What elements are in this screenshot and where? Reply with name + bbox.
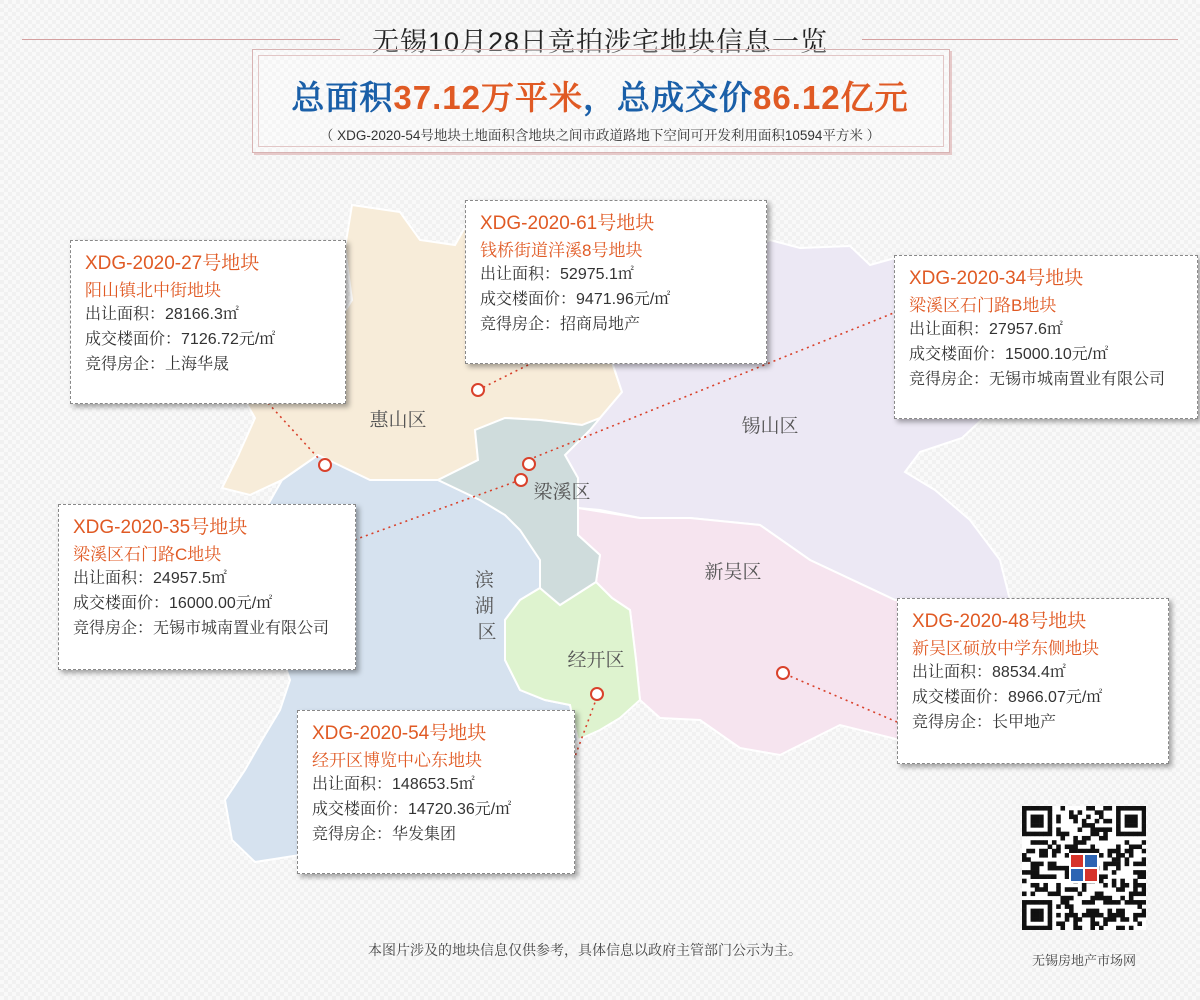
parcel-marker-35[interactable] bbox=[515, 474, 527, 486]
parcel-price-row: 成交楼面价：15000.10元/㎡ bbox=[909, 346, 1109, 363]
parcel-card-34[interactable] bbox=[894, 255, 1198, 419]
summary-price: 86.12亿元 bbox=[753, 79, 909, 116]
parcel-buyer-row: 竞得房企：招商局地产 bbox=[480, 316, 641, 333]
parcel-buyer: 无锡市城南置业有限公司 bbox=[989, 371, 1166, 388]
qr-code[interactable] bbox=[1022, 806, 1146, 930]
parcel-price-row: 成交楼面价：14720.36元/㎡ bbox=[312, 801, 512, 818]
parcel-price-row: 成交楼面价：16000.00元/㎡ bbox=[73, 595, 273, 612]
parcel-buyer-row: 竞得房企：长甲地产 bbox=[912, 714, 1057, 731]
parcel-code: XDG-2020-54号地块 bbox=[312, 723, 487, 744]
parcel-code: XDG-2020-48号地块 bbox=[912, 611, 1087, 632]
parcel-area-row: 出让面积：88534.4㎡ bbox=[912, 664, 1066, 681]
parcel-area-row: 出让面积：52975.1㎡ bbox=[480, 266, 634, 283]
label-binhu: 滨 湖 区 bbox=[474, 570, 497, 643]
area-note: （ XDG-2020-54号地块土地面积含地块之间市政道路地下空间可开发利用面积10594平方米 ） bbox=[319, 128, 881, 143]
disclaimer: 本图片涉及的地块信息仅供参考，具体信息以政府主管部门公示为主。 bbox=[368, 942, 802, 958]
parcel-area: 28166.3㎡ bbox=[165, 306, 239, 323]
parcel-buyer: 华发集团 bbox=[392, 826, 457, 843]
parcel-area: 148653.5㎡ bbox=[392, 776, 475, 793]
parcel-buyer-row: 竞得房企：上海华晟 bbox=[85, 356, 230, 373]
parcel-buyer-row: 竞得房企：无锡市城南置业有限公司 bbox=[909, 371, 1166, 388]
parcel-marker-61[interactable] bbox=[472, 384, 484, 396]
summary-area: 37.12万平米 bbox=[393, 79, 583, 116]
parcel-card-54[interactable] bbox=[297, 710, 575, 874]
parcel-price-row: 成交楼面价：8966.07元/㎡ bbox=[912, 689, 1103, 706]
parcel-buyer-row: 竞得房企：无锡市城南置业有限公司 bbox=[73, 620, 330, 637]
parcel-buyer: 无锡市城南置业有限公司 bbox=[153, 620, 330, 637]
parcel-buyer: 上海华晟 bbox=[165, 356, 230, 373]
summary-prefix: 总面积 bbox=[291, 79, 394, 116]
parcel-price: 15000.10元/㎡ bbox=[1005, 346, 1109, 363]
parcel-name: 梁溪区石门路C地块 bbox=[73, 545, 222, 564]
parcel-area-row: 出让面积：148653.5㎡ bbox=[312, 776, 475, 793]
label-jingkai: 经开区 bbox=[567, 650, 625, 671]
parcel-buyer: 长甲地产 bbox=[992, 714, 1057, 731]
parcel-area: 27957.6㎡ bbox=[989, 321, 1063, 338]
parcel-area: 24957.5㎡ bbox=[153, 570, 227, 587]
label-huishan: 惠山区 bbox=[369, 410, 427, 431]
parcel-name: 阳山镇北中街地块 bbox=[85, 281, 221, 300]
page-title: 无锡10月28日竞拍涉宅地块信息一览 bbox=[371, 27, 829, 57]
qr-caption: 无锡房地产市场网 bbox=[1031, 953, 1136, 968]
label-xinwu: 新吴区 bbox=[704, 562, 762, 583]
parcel-name: 钱桥街道洋溪8号地块 bbox=[480, 241, 643, 260]
parcel-buyer: 招商局地产 bbox=[560, 316, 641, 333]
summary-sep: ，总成交价 bbox=[583, 79, 753, 116]
parcel-name: 梁溪区石门路B地块 bbox=[909, 296, 1057, 315]
parcel-card-48[interactable] bbox=[897, 598, 1169, 764]
parcel-code: XDG-2020-34号地块 bbox=[909, 268, 1084, 289]
parcel-area-row: 出让面积：24957.5㎡ bbox=[73, 570, 227, 587]
parcel-card-27[interactable] bbox=[70, 240, 346, 404]
parcel-price: 16000.00元/㎡ bbox=[169, 595, 273, 612]
parcel-code: XDG-2020-61号地块 bbox=[480, 213, 655, 234]
parcel-name: 新吴区硕放中学东侧地块 bbox=[912, 639, 1099, 658]
parcel-area-row: 出让面积：27957.6㎡ bbox=[909, 321, 1063, 338]
parcel-card-35[interactable] bbox=[58, 504, 356, 670]
parcel-price: 9471.96元/㎡ bbox=[576, 291, 671, 308]
parcel-price: 8966.07元/㎡ bbox=[1008, 689, 1103, 706]
parcel-area: 88534.4㎡ bbox=[992, 664, 1066, 681]
qr-code-image bbox=[1022, 806, 1146, 930]
parcel-code: XDG-2020-27号地块 bbox=[85, 253, 260, 274]
parcel-marker-54[interactable] bbox=[591, 688, 603, 700]
parcel-buyer-row: 竞得房企：华发集团 bbox=[312, 826, 457, 843]
parcel-name: 经开区博览中心东地块 bbox=[312, 751, 482, 770]
parcel-price: 14720.36元/㎡ bbox=[408, 801, 512, 818]
parcel-code: XDG-2020-35号地块 bbox=[73, 517, 248, 538]
parcel-area: 52975.1㎡ bbox=[560, 266, 634, 283]
parcel-card-61[interactable] bbox=[465, 200, 767, 364]
parcel-price: 7126.72元/㎡ bbox=[181, 331, 276, 348]
parcel-area-row: 出让面积：28166.3㎡ bbox=[85, 306, 239, 323]
parcel-marker-27[interactable] bbox=[319, 459, 331, 471]
parcel-marker-34[interactable] bbox=[523, 458, 535, 470]
parcel-marker-48[interactable] bbox=[777, 667, 789, 679]
parcel-price-row: 成交楼面价：7126.72元/㎡ bbox=[85, 331, 276, 348]
label-liangxi: 梁溪区 bbox=[533, 482, 591, 503]
parcel-price-row: 成交楼面价：9471.96元/㎡ bbox=[480, 291, 671, 308]
label-xishan: 锡山区 bbox=[741, 416, 799, 437]
